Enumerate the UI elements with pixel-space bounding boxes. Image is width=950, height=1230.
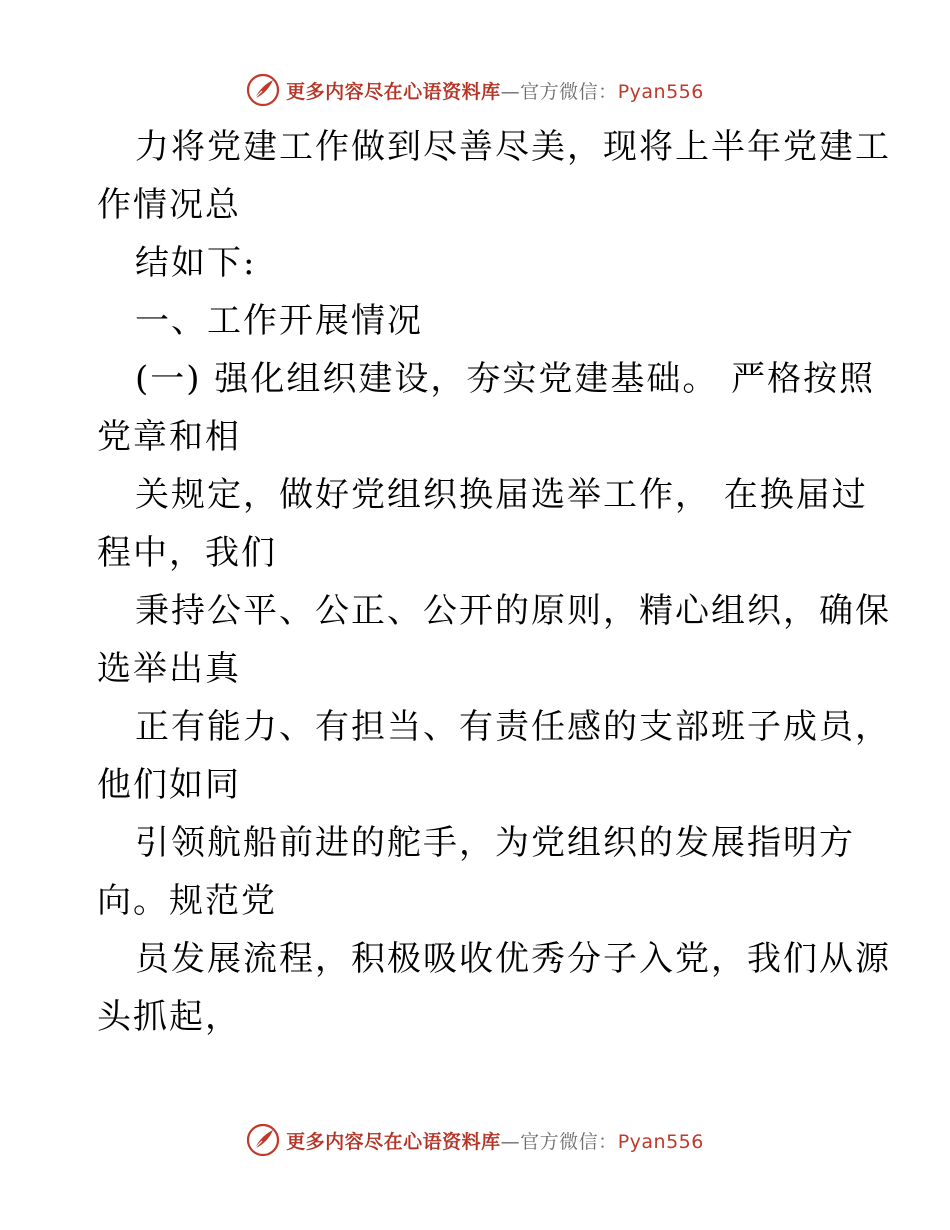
- paragraph: [97, 466, 868, 582]
- watermark-id: Pyan556: [617, 80, 704, 103]
- paragraph-line: 他们如同: [97, 765, 241, 805]
- paragraph-line: 员发展流程，积极吸收优秀分子入党，我们从源: [135, 939, 891, 979]
- section-heading: [97, 292, 857, 350]
- paragraph-line: 关规定，做好党组织换届选举工作， 在换届过: [135, 475, 868, 515]
- paragraph: [97, 350, 876, 466]
- watermark-id: Pyan556: [617, 1130, 704, 1153]
- paragraph-line: 程中，我们: [97, 533, 277, 573]
- paragraph-line: 头抓起，: [97, 997, 241, 1037]
- document-body: [97, 118, 891, 1046]
- watermark-group: [246, 73, 704, 107]
- paragraph-line: (一) 强化组织建设，夯实党建基础。 严格按照: [135, 359, 876, 399]
- watermark-label: 官方微信：: [520, 80, 618, 103]
- paragraph-line: 力将党建工作做到尽善尽美，现将上半年党建工: [135, 127, 891, 167]
- watermark-group: [246, 1123, 704, 1157]
- paragraph-line: 秉持公平、公正、公开的原则，精心组织，确保: [135, 591, 891, 631]
- footer-watermark: [0, 1120, 950, 1160]
- paragraph: [97, 814, 857, 930]
- watermark-site: 更多内容尽在心语资料库: [286, 1130, 501, 1153]
- watermark-text: [286, 1127, 704, 1154]
- paragraph: [97, 930, 891, 1046]
- paragraph: [97, 234, 857, 292]
- quill-logo-icon: [246, 73, 280, 107]
- paragraph-line: 正有能力、有担当、有责任感的支部班子成员，: [135, 707, 891, 747]
- paragraph-line: 作情况总: [97, 185, 241, 225]
- watermark-site: 更多内容尽在心语资料库: [286, 80, 501, 103]
- quill-logo-icon: [246, 1123, 280, 1157]
- paragraph: [97, 118, 891, 234]
- watermark-text: [286, 77, 704, 104]
- paragraph-line: 党章和相: [97, 417, 241, 457]
- paragraph-line: 引领航船前进的舵手，为党组织的发展指明方: [135, 823, 855, 863]
- paragraph: [97, 582, 891, 698]
- paragraph-line: 向。规范党: [97, 881, 277, 921]
- watermark-separator: —: [500, 1130, 521, 1153]
- watermark-separator: —: [500, 80, 521, 103]
- paragraph: [97, 698, 891, 814]
- paragraph-line: 结如下:: [135, 243, 257, 283]
- paragraph-line: 一、工作开展情况: [135, 301, 423, 341]
- header-watermark: [0, 70, 950, 110]
- watermark-label: 官方微信：: [520, 1130, 618, 1153]
- paragraph-line: 选举出真: [97, 649, 241, 689]
